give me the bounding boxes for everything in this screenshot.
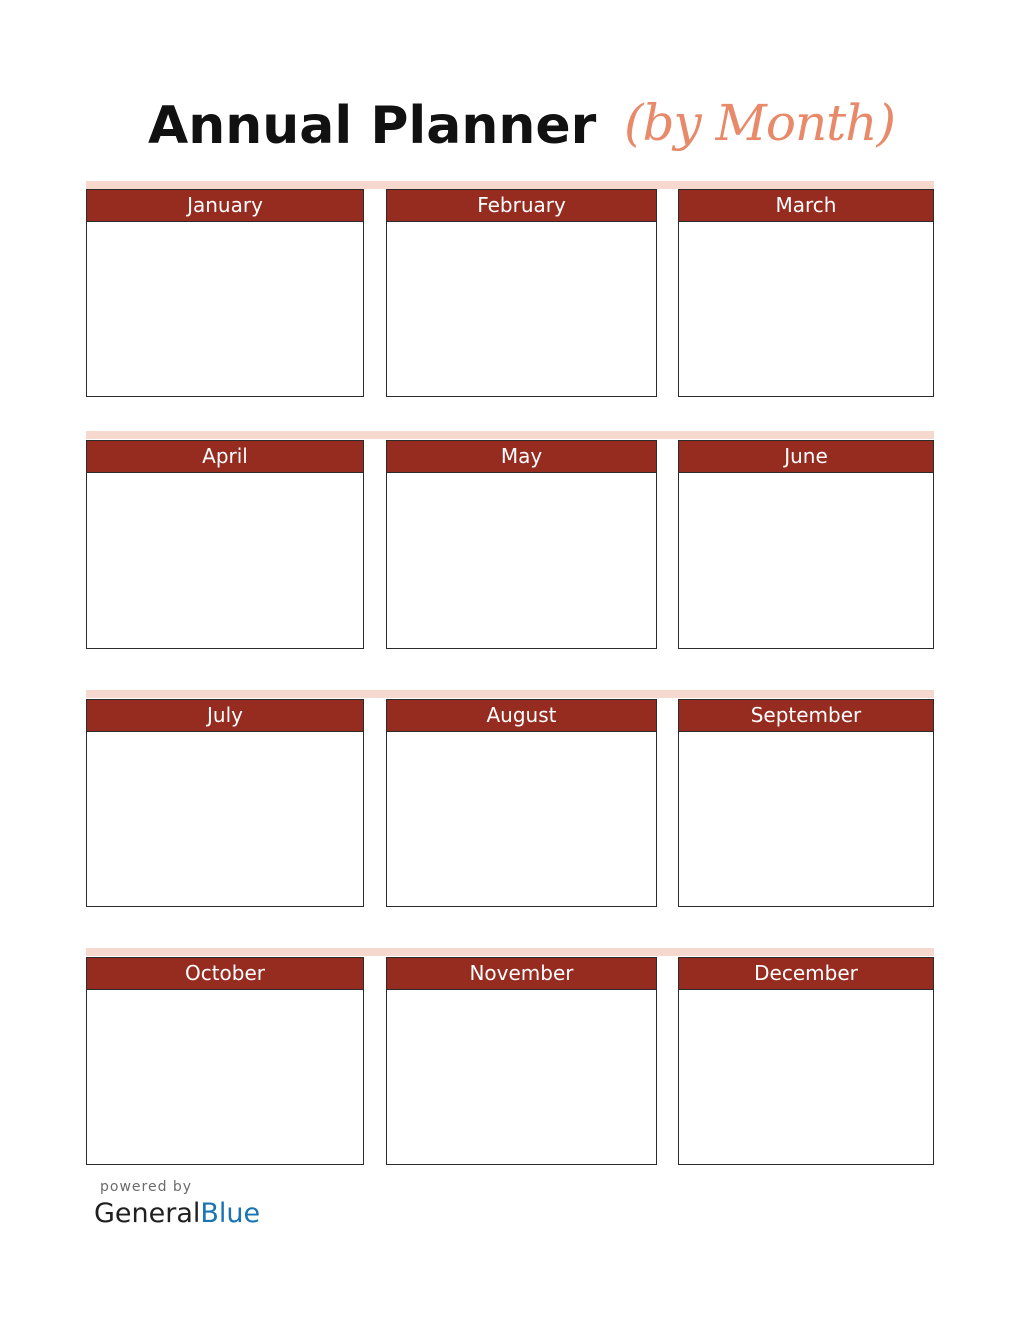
month-header: June [679, 441, 933, 473]
month-header: December [679, 958, 933, 990]
month-notes-area[interactable] [87, 473, 363, 648]
month-box-october [86, 957, 364, 1165]
page-title [0, 82, 1020, 172]
month-header: March [679, 190, 933, 222]
month-notes-area[interactable] [387, 732, 656, 906]
brand-name-blue: Blue [200, 1198, 261, 1229]
brand-logo[interactable] [94, 1197, 260, 1231]
month-box-august [386, 699, 657, 907]
month-box-january [86, 189, 364, 397]
title-script: (by Month) [624, 94, 895, 152]
row-band [86, 690, 934, 698]
month-box-june [678, 440, 934, 649]
month-notes-area[interactable] [387, 222, 656, 396]
title-main: Annual Planner [148, 96, 597, 156]
row-band [86, 181, 934, 189]
month-notes-area[interactable] [679, 990, 933, 1164]
month-header: January [87, 190, 363, 222]
month-box-november [386, 957, 657, 1165]
month-notes-area[interactable] [87, 990, 363, 1164]
month-notes-area[interactable] [679, 732, 933, 906]
brand-name-general: General [94, 1198, 201, 1229]
month-box-september [678, 699, 934, 907]
month-header: May [387, 441, 656, 473]
month-header: February [387, 190, 656, 222]
month-notes-area[interactable] [87, 222, 363, 396]
month-notes-area[interactable] [679, 222, 933, 396]
month-notes-area[interactable] [387, 990, 656, 1164]
month-box-april [86, 440, 364, 649]
month-box-february [386, 189, 657, 397]
month-header: July [87, 700, 363, 732]
month-notes-area[interactable] [679, 473, 933, 648]
month-box-march [678, 189, 934, 397]
month-header: September [679, 700, 933, 732]
month-header: October [87, 958, 363, 990]
powered-by-label: powered by [100, 1179, 193, 1195]
month-header: April [87, 441, 363, 473]
row-band [86, 948, 934, 956]
month-box-july [86, 699, 364, 907]
month-box-may [386, 440, 657, 649]
row-band [86, 431, 934, 439]
month-notes-area[interactable] [87, 732, 363, 906]
month-header: November [387, 958, 656, 990]
month-box-december [678, 957, 934, 1165]
month-notes-area[interactable] [387, 473, 656, 648]
month-header: August [387, 700, 656, 732]
